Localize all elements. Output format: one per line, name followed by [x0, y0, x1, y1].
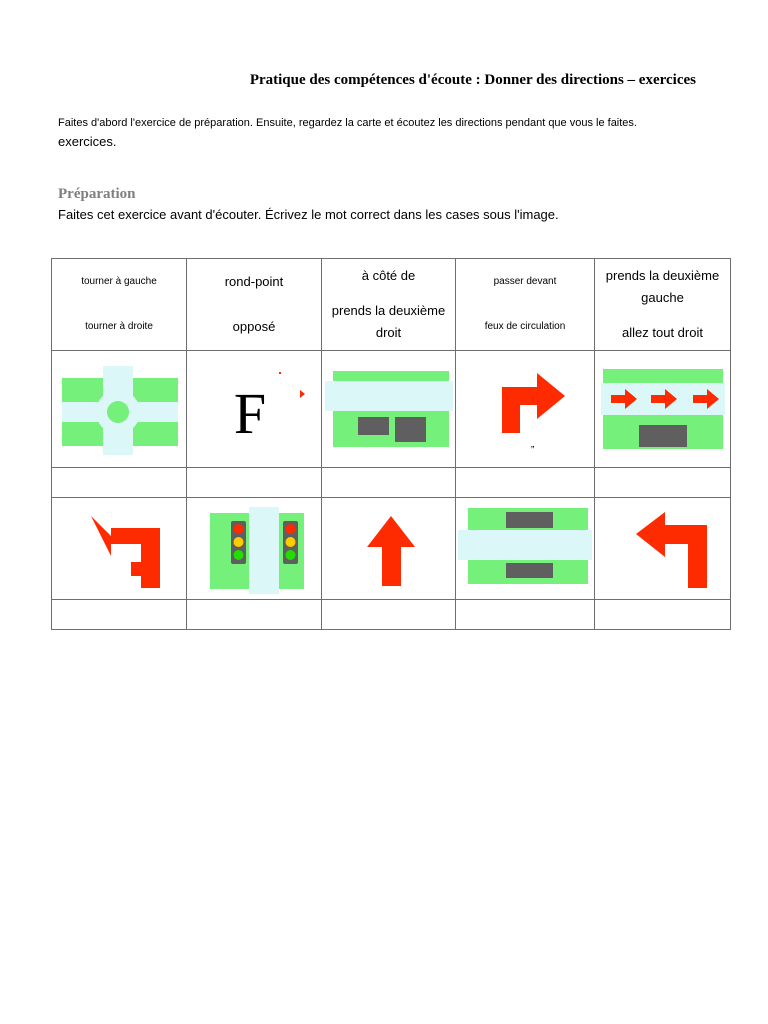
answer-row — [52, 600, 731, 630]
picture-cell — [322, 498, 456, 600]
word-bank-cell — [52, 259, 187, 351]
answer-cell[interactable] — [322, 468, 456, 498]
opposite-icon — [458, 504, 592, 594]
word-option: tourner à gauche — [81, 275, 157, 287]
second-left-arrow-icon — [59, 504, 179, 594]
word-bank-row — [52, 259, 731, 351]
turn-left-arrow-icon — [603, 504, 723, 594]
answer-cell[interactable] — [456, 468, 595, 498]
image-row — [52, 351, 731, 468]
answer-row — [52, 468, 731, 498]
answer-cell[interactable] — [456, 600, 595, 630]
word-option: tourner à droite — [85, 321, 153, 333]
picture-cell — [187, 351, 322, 468]
answer-cell[interactable] — [595, 600, 731, 630]
roundabout-icon — [59, 363, 179, 455]
word-bank-cell — [595, 259, 731, 351]
exercise-table — [51, 258, 731, 630]
intro-text-continued: exercices. — [58, 134, 117, 149]
preparation-instruction: Faites cet exercice avant d'écouter. Écrivez le mot correct dans les cases sous l'image. — [58, 207, 559, 222]
stray-mark: ” — [531, 445, 535, 455]
next-to-icon — [325, 363, 453, 455]
page-title: Pratique des compétences d'écoute : Donner des directions – exercices — [249, 72, 696, 88]
word-option: passer devant — [493, 275, 557, 287]
letter-f-image — [194, 363, 314, 455]
word-option: opposé — [232, 319, 276, 335]
picture-cell — [595, 351, 731, 468]
word-option: à côté de — [361, 268, 416, 284]
turn-right-arrow-icon — [465, 363, 585, 455]
answer-cell[interactable] — [52, 468, 187, 498]
word-bank-cell — [187, 259, 322, 351]
letter-f: F — [233, 381, 267, 446]
word-option: prends la deuxième droit — [331, 302, 446, 340]
answer-cell[interactable] — [187, 600, 322, 630]
picture-cell — [456, 498, 595, 600]
word-bank-cell — [456, 259, 595, 351]
preparation-heading: Préparation — [58, 186, 136, 202]
word-option: prends la deuxième gauche — [605, 268, 720, 306]
word-bank-cell — [322, 259, 456, 351]
picture-cell — [52, 498, 187, 600]
intro-text: Faites d'abord l'exercice de préparation. Ensuite, regardez la carte et écoutez les directions pendant que vous le faites. — [58, 117, 637, 129]
word-option: allez tout droit — [622, 324, 703, 340]
picture-cell — [187, 498, 322, 600]
picture-cell — [322, 351, 456, 468]
answer-cell[interactable] — [595, 468, 731, 498]
straight-arrow-icon — [329, 504, 449, 594]
answer-cell[interactable] — [52, 600, 187, 630]
image-row — [52, 498, 731, 600]
word-option: feux de circulation — [484, 321, 566, 333]
picture-cell — [456, 351, 595, 468]
answer-cell[interactable] — [187, 468, 322, 498]
picture-cell — [52, 351, 187, 468]
traffic-lights-icon — [194, 504, 314, 594]
word-option: rond-point — [224, 273, 284, 289]
answer-cell[interactable] — [322, 600, 456, 630]
go-past-icon — [601, 363, 725, 455]
picture-cell — [595, 498, 731, 600]
